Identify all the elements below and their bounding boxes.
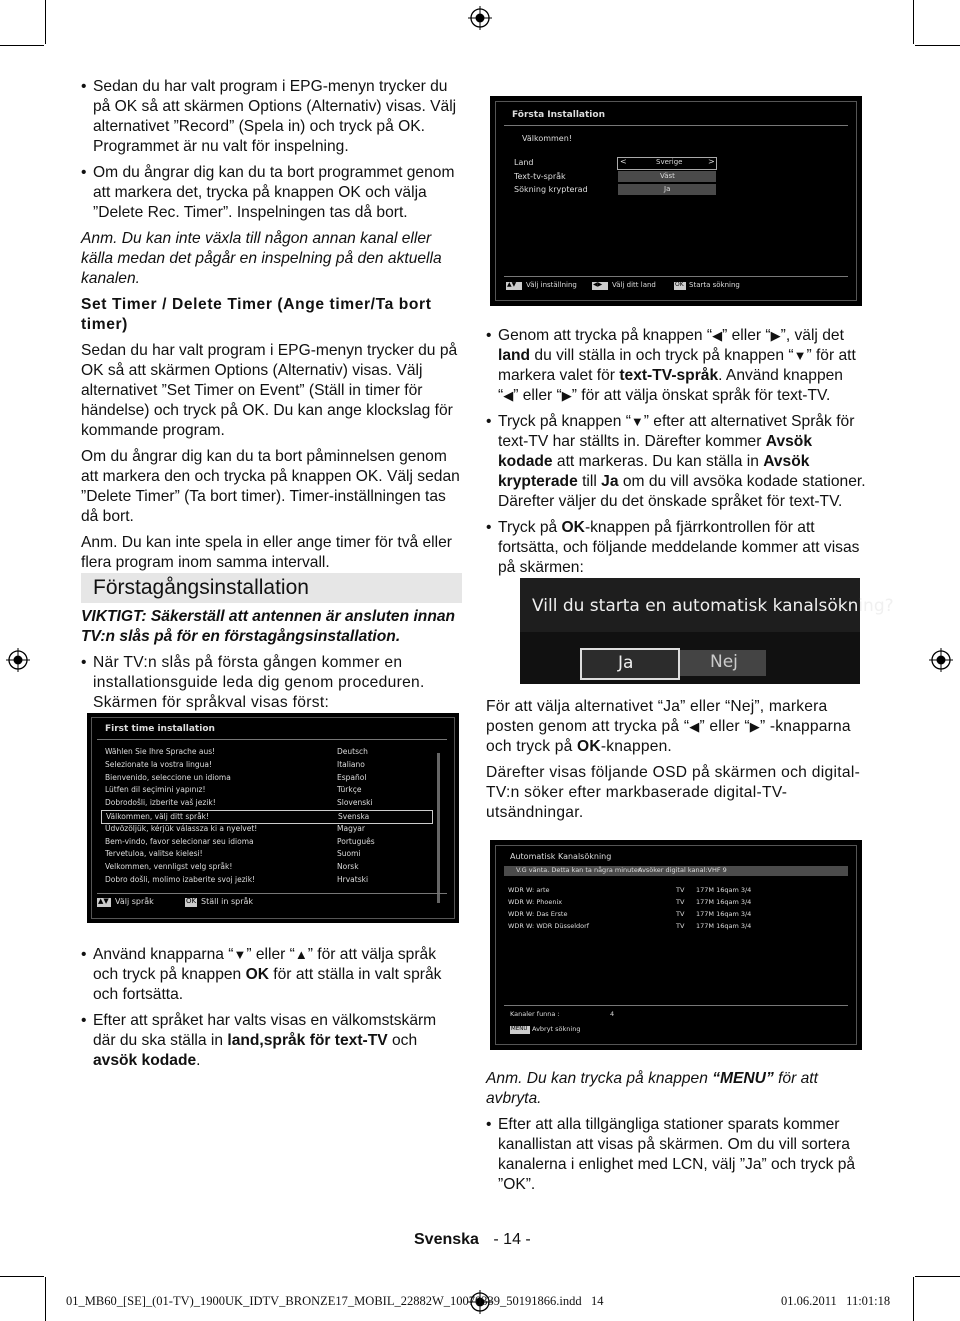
auto-scan-dialog bbox=[520, 578, 894, 684]
down-arrow-icon: ▼ bbox=[630, 414, 644, 429]
language-name: Suomi bbox=[337, 849, 361, 859]
auto-scan-screen bbox=[490, 840, 862, 1050]
registration-mark-icon bbox=[929, 648, 953, 672]
paragraph: • Sedan du har valt program i EPG-menyn trycker du på OK så att skärmen Options (Alternativ) visas. Välj alternativet ”Record” (Spela in) och tryck på OK. Programmet är nu valt för inspelning. bbox=[81, 77, 462, 157]
key-label: ▲▼ bbox=[98, 897, 109, 905]
paragraph: • Efter att språket har valts visas en välkomstskärm där du ska ställa in land,språk för text-TV och avsök kodade. bbox=[81, 1011, 462, 1071]
language-prompt: Üdvözöljük, kérjük válassza ki a nyelvet! bbox=[105, 823, 258, 833]
screen-title: Automatisk Kanalsökning bbox=[510, 852, 612, 861]
channel-type: TV bbox=[676, 886, 685, 894]
footer-label: Starta sökning bbox=[689, 281, 740, 289]
language-prompt: Bem-vindo, favor selecionar seu idioma bbox=[105, 836, 254, 846]
language-name: Italiano bbox=[337, 759, 365, 769]
scrollbar[interactable] bbox=[437, 753, 440, 903]
row-label: Sökning krypterad bbox=[514, 185, 588, 194]
footer-label: Ställ in språk bbox=[201, 897, 254, 906]
crop-mark bbox=[0, 1276, 44, 1277]
language-row[interactable] bbox=[101, 823, 431, 835]
right-arrow-icon: ▶ bbox=[561, 388, 572, 403]
subheading: Set Timer / Delete Timer (Ange timer/Ta bort timer) bbox=[81, 296, 432, 333]
crop-mark bbox=[45, 0, 46, 44]
row-label: Text-tv-språk bbox=[514, 172, 566, 181]
language-name: Svenska bbox=[338, 812, 370, 821]
encrypted-value: Ja bbox=[664, 185, 671, 193]
language-row[interactable] bbox=[101, 848, 431, 860]
language-row[interactable] bbox=[101, 759, 431, 771]
welcome-text: Välkommen! bbox=[522, 134, 573, 143]
divider bbox=[504, 1005, 848, 1006]
right-column-bottom bbox=[486, 1069, 867, 1195]
language-name: Norsk bbox=[337, 862, 359, 872]
no-button[interactable]: Nej bbox=[680, 650, 766, 676]
paragraph: • Använd knapparna “▼” eller “▲” för att välja språk och tryck på knappen OK för att ställa in valt språk och fortsätta. bbox=[81, 945, 462, 1005]
paragraph: För att välja alternativet “Ja” eller “Nej”, markera posten genom att trycka på “◀” eller “▶” -knapparna och tryck på OK-knappen. bbox=[486, 698, 851, 755]
registration-mark-icon bbox=[468, 6, 492, 30]
language-prompt: Dobro došli, molimo izaberite svoj jezik! bbox=[105, 875, 256, 884]
paragraph: • När TV:n slås på första gången kommer en installationsguide leda dig genom proceduren. Skärmen för språkval visas först: bbox=[81, 653, 462, 713]
note: Anm. Du kan inte växla till någon annan kanal eller källa medan det pågår en inspelning på den aktuella kanalen. bbox=[81, 230, 442, 287]
language-name: Español bbox=[337, 772, 367, 782]
language-prompt: Wählen Sie Ihre Sprache aus! bbox=[105, 747, 216, 756]
right-column bbox=[486, 326, 867, 578]
language-name: Magyar bbox=[337, 823, 365, 833]
language-row[interactable] bbox=[101, 874, 431, 886]
key-label: OK bbox=[186, 897, 197, 905]
paragraph: Sedan du har valt program i EPG-menyn trycker du på OK så att skärmen Options (Alternativ) visas. Välj alternativet ”Set Timer on Event” (Ställ in timer för händelse) och tryck på OK. Du kan ange klockslag för kommande program. bbox=[81, 342, 458, 439]
paragraph: • Genom att trycka på knappen “◀” eller “▶”, välj det land du vill ställa in och tryck på knappen “▼” för att markera valet för text-TV-språk. Använd knappen “◀” eller “▶” för att välja önskat språk för text-TV. bbox=[486, 326, 867, 406]
language-name: Slovenski bbox=[337, 798, 373, 808]
crop-mark bbox=[913, 1277, 914, 1321]
left-arrow-icon: ◀ bbox=[712, 328, 723, 343]
registration-mark-icon bbox=[6, 648, 30, 672]
channels-found-label: Kanaler funna : bbox=[510, 1010, 560, 1018]
language-row[interactable] bbox=[101, 746, 431, 758]
paragraph: Om du ångrar dig kan du ta bort påminnelsen genom att markera den och trycka på knappen OK. Välj sedan ”Delete Timer” (Ta bort timer). Timer-inställningen tas då bort. bbox=[81, 448, 460, 525]
channel-name: WDR W: Das Erste bbox=[508, 910, 568, 918]
language-name: Türkçe bbox=[337, 785, 362, 795]
left-arrow-icon[interactable]: < bbox=[620, 157, 627, 166]
section-title: Förstagångsinstallation bbox=[93, 576, 309, 599]
channel-info: 177M 16qam 3/4 bbox=[696, 898, 752, 906]
print-file-info: 01_MB60_[SE]_(01-TV)_1900UK_IDTV_BRONZE17_MOBIL_22882W_10070339_50191866.indd 14 bbox=[66, 1294, 604, 1308]
language-selection-screen bbox=[87, 713, 459, 923]
page-number: - 14 - bbox=[493, 1231, 531, 1248]
screen-frame bbox=[495, 101, 857, 301]
left-column bbox=[81, 77, 462, 573]
language-row[interactable] bbox=[101, 797, 431, 809]
note: Anm. Du kan trycka på knappen “MENU” för att avbryta. bbox=[486, 1070, 818, 1107]
channel-type: TV bbox=[676, 898, 685, 906]
row-label: Land bbox=[514, 158, 534, 167]
section-title-bar bbox=[81, 573, 462, 603]
up-arrow-icon: ▲ bbox=[294, 947, 308, 962]
left-arrow-icon: ◀ bbox=[689, 719, 700, 734]
country-value: Sverige bbox=[656, 158, 683, 166]
language-row[interactable] bbox=[101, 861, 431, 873]
channel-name: WDR W: arte bbox=[508, 886, 550, 894]
language-row[interactable] bbox=[101, 836, 431, 848]
language-prompt: Tervetuloa, valitse kielesi! bbox=[105, 849, 203, 859]
language-row[interactable] bbox=[101, 784, 431, 796]
page-footer bbox=[414, 1231, 531, 1249]
down-arrow-icon: ▼ bbox=[793, 348, 807, 363]
footer-label: Välj språk bbox=[115, 897, 154, 906]
crop-mark bbox=[915, 45, 960, 46]
footer-label: Välj ditt land bbox=[612, 281, 656, 289]
divider bbox=[504, 125, 848, 126]
crop-mark bbox=[913, 0, 914, 44]
channel-type: TV bbox=[676, 922, 685, 930]
dialog-question: Vill du starta en automatisk kanalsökning? bbox=[532, 596, 894, 616]
status-text: V.G vänta. Detta kan ta några minuter. bbox=[516, 866, 642, 874]
menu-key-label: MENU bbox=[511, 1026, 528, 1032]
language-prompt: Bienvenido, seleccione un idioma bbox=[105, 772, 231, 782]
crop-mark bbox=[0, 45, 44, 46]
welcome-screen bbox=[490, 96, 862, 306]
footer-label: Välj inställning bbox=[526, 281, 577, 289]
status-channel: Avsöker digital kanal:VHF 9 bbox=[638, 866, 727, 874]
language-name: Deutsch bbox=[337, 747, 368, 756]
channel-info: 177M 16qam 3/4 bbox=[696, 910, 752, 918]
channel-info: 177M 16qam 3/4 bbox=[696, 922, 752, 930]
language-prompt: Välkommen, välj ditt språk! bbox=[106, 812, 210, 821]
right-arrow-icon: ▶ bbox=[749, 719, 760, 734]
language-prompt: Dobrodošli, izberite vaš jezik! bbox=[105, 798, 216, 808]
channels-found-value: 4 bbox=[610, 1010, 615, 1018]
paragraph: Anm. Du kan inte spela in eller ange timer för två eller flera program inom samma intervall. bbox=[81, 534, 452, 571]
channel-name: WDR W: Phoenix bbox=[508, 898, 563, 906]
paragraph: • Efter att alla tillgängliga stationer sparats kommer kanallistan att visas på skärmen. Om du vill sortera kanalerna i enlighet med LCN, välj ”Ja” och tryck på ”OK”. bbox=[486, 1115, 867, 1195]
language-prompt: Selezionate la vostra lingua! bbox=[105, 759, 213, 769]
language-name: Hrvatski bbox=[337, 875, 369, 884]
screen-title: First time installation bbox=[105, 724, 215, 734]
crop-mark bbox=[45, 1277, 46, 1321]
divider bbox=[97, 739, 447, 740]
language-row[interactable] bbox=[101, 772, 431, 784]
key-label: ◀▶ bbox=[593, 281, 603, 288]
left-arrow-icon: ◀ bbox=[503, 388, 514, 403]
right-arrow-icon[interactable]: > bbox=[708, 157, 715, 166]
important-note: VIKTIGT: Säkerställ att antennen är ansluten innan TV:n slås på för en förstagångsinstallation. bbox=[81, 608, 456, 645]
footer-language: Svenska bbox=[414, 1231, 479, 1248]
divider bbox=[97, 893, 447, 894]
right-column-middle bbox=[486, 697, 867, 823]
down-arrow-icon: ▼ bbox=[233, 947, 247, 962]
right-arrow-icon: ▶ bbox=[770, 328, 781, 343]
teletext-value: Väst bbox=[660, 172, 675, 180]
divider bbox=[504, 276, 848, 277]
paragraph: • Tryck på OK-knappen på fjärrkontrollen för att fortsätta, och följande meddelande kommer att visas på skärmen: bbox=[486, 518, 867, 578]
paragraph: Därefter visas följande OSD på skärmen och digital-TV:n söker efter markbaserade digital-TV-utsändningar. bbox=[486, 764, 861, 821]
left-column-bottom bbox=[81, 945, 462, 1071]
paragraph: • Om du ångrar dig kan du ta bort programmet genom att markera det, trycka på knappen OK och välja ”Delete Rec. Timer”. Inspelningen tas då bort. bbox=[81, 163, 462, 223]
language-prompt: Velkommen, vennligst velg språk! bbox=[105, 862, 233, 872]
channel-type: TV bbox=[676, 910, 685, 918]
channel-info: 177M 16qam 3/4 bbox=[696, 886, 752, 894]
cancel-label: Avbryt sökning bbox=[532, 1025, 581, 1033]
crop-mark bbox=[915, 1276, 960, 1277]
screen-title: Första Installation bbox=[512, 110, 605, 120]
language-prompt: Lütfen dil seçimini yapınız! bbox=[105, 785, 206, 795]
print-date: 01.06.2011 11:01:18 bbox=[781, 1294, 891, 1308]
language-name: Português bbox=[337, 836, 375, 846]
key-label: ▲▼ bbox=[507, 281, 517, 288]
key-label: OK bbox=[675, 281, 684, 288]
left-column-intro bbox=[81, 607, 462, 713]
yes-button[interactable]: Ja bbox=[580, 648, 680, 680]
paragraph: • Tryck på knappen “▼” efter att alternativet Språk för text-TV har ställts in. Därefter kommer Avsök kodade att markeras. Du kan ställa in Avsök krypterade till Ja om du vill avsöka kodade stationer. Därefter väljer du det önskade språket för text-TV. bbox=[486, 412, 867, 512]
channel-name: WDR W: WDR Düsseldorf bbox=[508, 922, 590, 930]
